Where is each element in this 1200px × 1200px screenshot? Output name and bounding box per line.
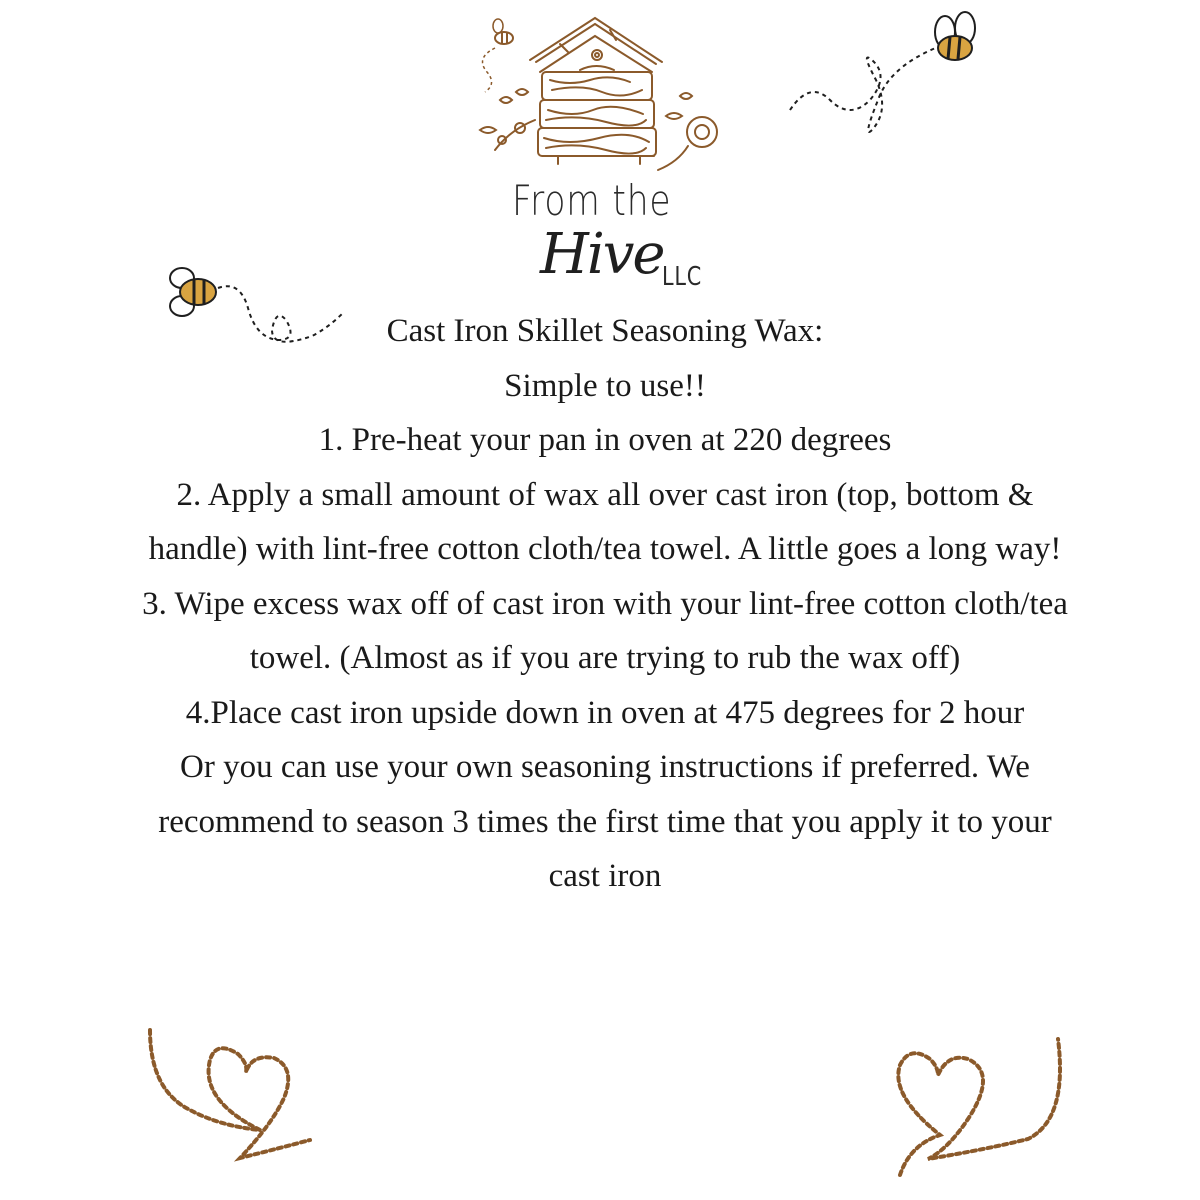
brand-name-line2: Hive bbox=[540, 222, 664, 287]
instructions-subtitle: Simple to use!! bbox=[504, 367, 706, 404]
step-3: 3. Wipe excess wax off of cast iron with your lint-free cotton cloth/tea towel. (Almost as if you are trying to rub the wax off) bbox=[142, 585, 1068, 676]
step-1: 1. Pre-heat your pan in oven at 220 degrees bbox=[318, 422, 892, 458]
bee-trail-top-right bbox=[780, 10, 990, 150]
step-2: 2. Apply a small amount of wax all over cast iron (top, bottom & handle) with lint-free cotton cloth/tea towel. A little goes a long way! bbox=[148, 476, 1062, 567]
closing-note: Or you can use your own seasoning instructions if preferred. We recommend to season 3 times the first time that you apply it to your cast iron bbox=[158, 749, 1052, 894]
bee-icon bbox=[935, 12, 975, 60]
bee-icon bbox=[493, 19, 513, 44]
heart-trail-icon bbox=[140, 1025, 340, 1175]
instructions bbox=[130, 304, 1080, 904]
brand-logo bbox=[440, 0, 760, 310]
step-4: 4.Place cast iron upside down in oven at 475 degrees for 2 hour bbox=[185, 694, 1025, 731]
heart-trail-icon bbox=[880, 1035, 1080, 1185]
brand-name-line3: LLC bbox=[662, 262, 703, 292]
instructions-title: Cast Iron Skillet Seasoning Wax: bbox=[386, 313, 824, 349]
brand-name-line1: From the bbox=[512, 176, 672, 225]
beehive-icon bbox=[440, 0, 760, 180]
